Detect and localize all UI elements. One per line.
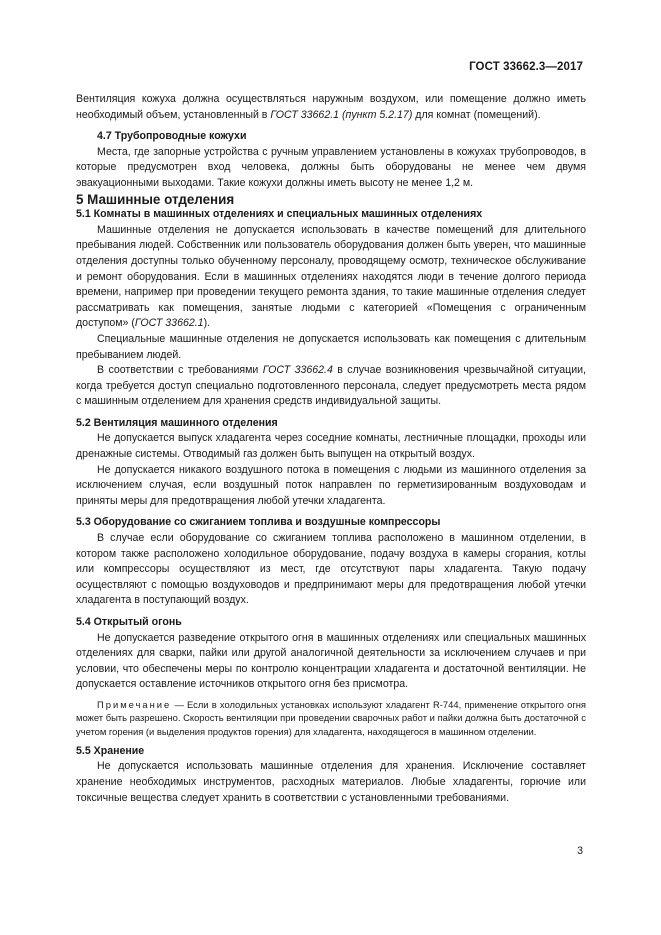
intro-reference: ГОСТ 33662.1 (пункт 5.2.17)	[270, 108, 413, 121]
section-5-5-paragraph-1: Не допускается использовать машинные отделения для хранения. Исключение составляет хранение необходимых инструментов, расходных материалов. Любые хладагенты, горючие или токсичные вещества следует хранить в соответствии с установленными требованиями.	[76, 760, 586, 804]
document-header-id: ГОСТ 33662.3—2017	[469, 61, 583, 73]
section-4-7-paragraph: Места, где запорные устройства с ручным управлением установлены в кожухах трубопроводов, в которые предусмотрен вход человека, должны быть оборудованы не менее чем двумя эвакуационными выходами. Такие кожухи должны иметь высоту не менее 1,2 м.	[76, 145, 586, 189]
section-5-1-heading: 5.1 Комнаты в машинных отделениях и специальных машинных отделениях	[76, 208, 483, 221]
intro-text-b: для комнат (помещений).	[412, 108, 541, 121]
section-4-7-heading: 4.7 Трубопроводные кожухи	[97, 130, 247, 143]
section-5-2-heading: 5.2 Вентиляция машинного отделения	[76, 416, 278, 429]
section-5-3-heading: 5.3 Оборудование со сжиганием топлива и воздушные компрессоры	[76, 516, 441, 529]
section-5-4-paragraph-1: Не допускается разведение открытого огня в машинных отделениях или специальных машинных отделениях для сварки, пайки или другой аналогичной деятельности за исключением случаев и при условии, что обеспечены меры по контролю концентрации хладагента и достаточной вентиляции. Не допускается оставление источников открытого огня без присмотра.	[76, 631, 586, 691]
section-5-5-heading: 5.5 Хранение	[76, 744, 145, 757]
intro-text-a: Вентиляция кожуха должна осуществляться наружным воздухом, или помещение должно иметь необходимый объем, установленный в	[76, 93, 586, 121]
note-text: — Если в холодильных установках используют хладагент R-744, применение открытого огня может быть разрешено. Скорость вентиляции при проведении сварочных работ и пайки должна быть достаточной с учетом горения (и выделения продуктов горения) для хладагента, находящегося в машинном отделении.	[76, 698, 586, 737]
section-5-3-paragraph-1: В случае если оборудование со сжиганием топлива расположено в машинном отделении, в котором также расположено холодильное оборудование, подачу воздуха в камеры сгорания, котлы или компрессоры осуществляют из мест, где отсутствуют пары хладагента. Такую подачу осуществляют с помощью воздуховодов и предпринимают меры для предотвращения любой утечки хладагента в поступающий воздух.	[76, 532, 586, 607]
section-5-heading: 5 Машинные отделения	[76, 191, 235, 207]
intro-paragraph	[76, 92, 586, 123]
section-5-2-paragraph-1: Не допускается выпуск хладагента через соседние комнаты, лестничные площадки, проходы или дренажные системы. Отводимый газ должен быть выпущен на открытый воздух.	[76, 432, 586, 461]
section-5-1-p3-text-b: в случае возникновения чрезвычайной ситуации, когда требуется доступ специально подготовленного персонала, следует предусмотреть места рядом с машинным отделением для хранения средств индивидуальной защиты.	[76, 364, 586, 408]
note-label: Примечание	[97, 698, 172, 710]
page-body	[76, 92, 586, 806]
section-5-1-p1-text: Машинные отделения не допускается использовать в качестве помещений для длительного пребывания людей. Собственник или пользователь оборудования должен быть уверен, что машинные отделения доступны только обученному персоналу, проводящему осмотр, техническое обслуживание и ремонт оборудования. Если в машинных отделениях находятся люди в течение долгого периода времени, например при проведении текущего ремонта здания, то такие машинные отделения следует рассматривать как помещения, занятые людьми с категорией «Помещения с ограниченным доступом» (	[76, 223, 586, 330]
page-number: 3	[577, 845, 583, 857]
section-5-1-p1-end: ).	[203, 317, 211, 330]
section-5-1-p3-reference: ГОСТ 33662.4	[262, 364, 333, 377]
section-5-1-paragraph-1	[76, 223, 586, 332]
section-5-2-paragraph-2: Не допускается никакого воздушного потока в помещения с людьми из машинного отделения за исключением случая, если воздушный поток направлен по герметизированным воздуховодам и приняты меры для предотвращения любой утечки хладагента.	[76, 463, 586, 507]
section-5-1-p3-text-a: В соответствии с требованиями	[97, 364, 263, 377]
section-5-1-p1-reference: ГОСТ 33662.1	[134, 317, 204, 330]
section-5-4-heading: 5.4 Открытый огонь	[76, 616, 182, 628]
section-5-1-paragraph-3	[76, 363, 586, 410]
section-5-1-paragraph-2: Специальные машинные отделения не допускается использовать как помещения с длительным пребыванием людей.	[76, 332, 586, 361]
section-5-4-note	[76, 698, 586, 738]
